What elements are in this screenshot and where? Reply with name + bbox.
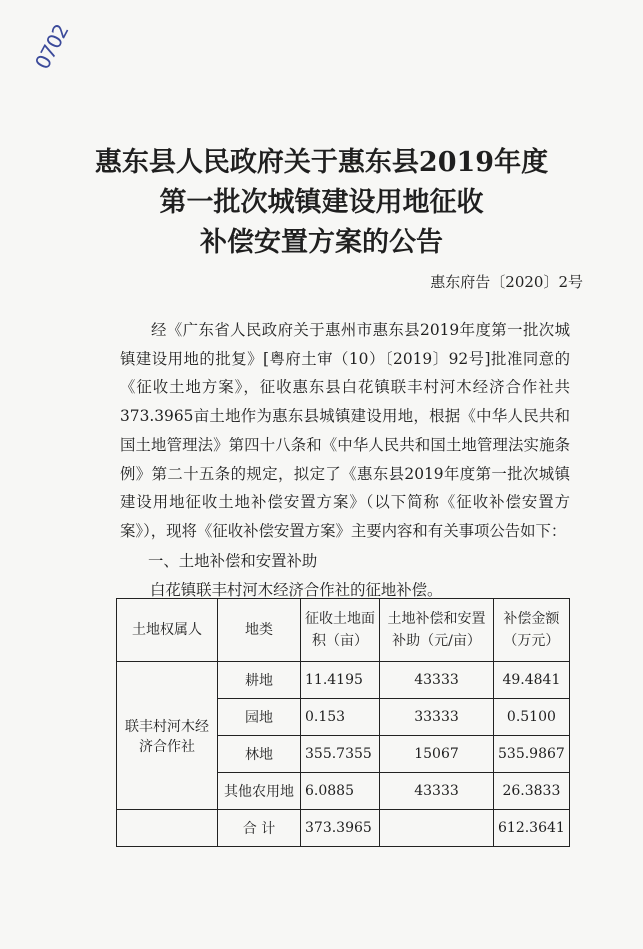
header-owner: 土地权属人 <box>117 599 218 662</box>
document-title <box>0 143 643 263</box>
cell-type: 林地 <box>218 736 301 773</box>
table-header-row <box>117 599 570 662</box>
cell-amount: 49.4841 <box>494 662 570 699</box>
title-line-2: 第一批次城镇建设用地征收 <box>159 187 484 218</box>
total-blank-cell <box>117 810 218 847</box>
cell-rate: 43333 <box>380 773 494 810</box>
cell-rate: 33333 <box>380 699 494 736</box>
compensation-table <box>116 598 570 847</box>
cell-amount: 535.9867 <box>494 736 570 773</box>
cell-amount: 26.3833 <box>494 773 570 810</box>
total-rate <box>380 810 494 847</box>
total-amount: 612.3641 <box>494 810 570 847</box>
subheading: 白花镇联丰村河木经济合作社的征地补偿。 <box>150 581 443 599</box>
body-paragraph: 经《广东省人民政府关于惠州市惠东县2019年度第一批次城镇建设用地的批复》[粤府土审（10）〔2019〕92号]批准同意的《征收土地方案》，征收惠东县白花镇联丰村河木经济合作社共373.3965亩土地作为惠东县城镇建设用地，根据《中华人民共和国土地管理法》第四十八条和《中华人民共和国土地管理法实施条例》第二十五条的规定，拟定了《惠东县2019年度第一批次城镇建设用地征收土地补偿安置方案》（以下简称《征收补偿安置方案》），现将《征收补偿安置方案》主要内容和有关事项公告如下： <box>120 321 570 540</box>
cell-amount: 0.5100 <box>494 699 570 736</box>
cell-rate: 43333 <box>380 662 494 699</box>
total-label: 合 计 <box>218 810 301 847</box>
cell-type: 耕地 <box>218 662 301 699</box>
cell-type: 其他农用地 <box>218 773 301 810</box>
table-row <box>117 662 570 699</box>
cell-type: 园地 <box>218 699 301 736</box>
handwritten-mark: 0702 <box>30 20 74 74</box>
header-area: 征收土地面积（亩） <box>301 599 380 662</box>
total-area: 373.3965 <box>301 810 380 847</box>
document-number: 惠东府告〔2020〕2号 <box>430 273 583 291</box>
table-total-row <box>117 810 570 847</box>
title-line-3: 补偿安置方案的公告 <box>200 227 443 258</box>
header-rate: 土地补偿和安置补助（元/亩） <box>380 599 494 662</box>
title-line-1: 惠东县人民政府关于惠东县2019年度 <box>94 147 549 178</box>
header-amount: 补偿金额（万元） <box>494 599 570 662</box>
owner-cell: 联丰村河木经济合作社 <box>117 662 218 810</box>
cell-rate: 15067 <box>380 736 494 773</box>
header-land-type: 地类 <box>218 599 301 662</box>
cell-area: 6.0885 <box>301 773 380 810</box>
cell-area: 355.7355 <box>301 736 380 773</box>
section-heading: 一、土地补偿和安置补助 <box>148 552 318 570</box>
cell-area: 11.4195 <box>301 662 380 699</box>
cell-area: 0.153 <box>301 699 380 736</box>
